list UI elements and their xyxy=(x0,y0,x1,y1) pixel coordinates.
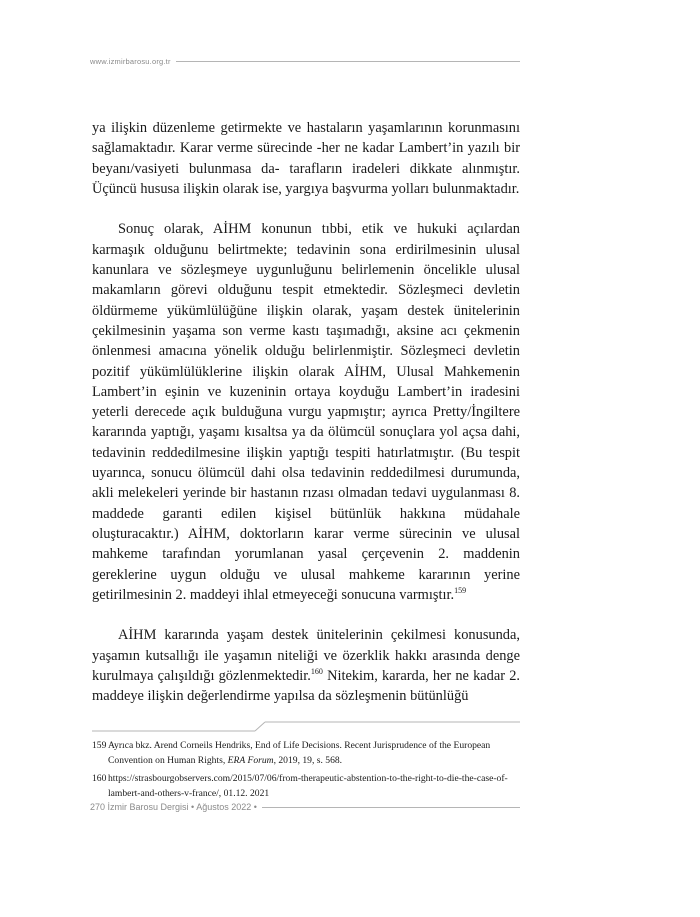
footnote-link[interactable]: https://strasbourgobservers.com/2015/07/06/from-therapeutic-abstention-to-the-right-to-die-the-case-of-lambert-and-others-v-france/, 01.12. 2021 xyxy=(108,773,508,799)
header-url: www.izmirbarosu.org.tr xyxy=(90,56,171,66)
page-header xyxy=(90,54,520,68)
footnote-number: 160 xyxy=(92,773,107,785)
footer-rule xyxy=(262,807,520,808)
footnote-separator xyxy=(92,721,520,733)
footnote-journal: ERA Forum xyxy=(227,754,274,766)
paragraph-1: ya ilişkin düzenleme getirmekte ve hastaların yaşamlarının korunmasını sağlamaktadır. Karar verme sürecinde -her ne kadar Lambert’in yazılı bir beyanı/vasiyeti bulunmasa da- tarafların iradeleri dikkate alınmıştır. Üçüncü hususa ilişkin olarak ise, yargıya başvurma yolları bulunmaktadır. xyxy=(92,120,520,197)
main-text xyxy=(92,118,520,707)
paragraph-2 xyxy=(92,219,520,605)
footnote-ref-160[interactable]: 160 xyxy=(310,667,323,677)
paragraph-3 xyxy=(92,625,520,706)
footnote-text xyxy=(108,739,520,768)
paragraph-gap xyxy=(92,199,520,219)
footnote-ref-159[interactable]: 159 xyxy=(454,586,467,596)
footnote-text-after: , 2019, 19, s. 568. xyxy=(273,754,343,766)
paragraph-3-text: AİHM kararında yaşam destek ünitelerinin çekilmesi konusunda, yaşamın kutsallığı ile yaşamın niteliği ve özerklik hakkı arasında denge kurulmaya çalışıldığı gözlenmektedir. xyxy=(92,627,520,685)
header-rule xyxy=(176,61,520,62)
footnote-text-before: Ayrıca bkz. Arend Corneils Hendriks, End of Life Decisions. Recent Jurisprudence of the European Convention on Human Rights, xyxy=(108,740,491,766)
footnote-160 xyxy=(92,772,520,801)
paragraph-2-text: Sonuç olarak, AİHM konunun tıbbi, etik ve hukuki açılardan karmaşık olduğunu belirtmekte; tedavinin sona erdirilmesinin ulusal kanunlara ve sözleşmeye uygunluğunu belirlemenin öncelikle ulusal makamların görevi olduğunu tespit etmektedir. Sözleşmeci devletin öldürmeme yükümlülüğüne ilişkin olarak, yaşam destek ünitelerinin çekilmesinin yaşama son verme kastı taşımadığı, aksine acı çekmenin önlenmesi amacına yönelik olduğu belirlenmiştir. Sözleşmeci devletin pozitif yükümlülüklerine ilişkin olarak AİHM, Ulusal Mahkemenin Lambert’in eşinin ve kuzeninin ortaya koyduğu Lambert’in iradesini yeterli derecede açık bulduğuna vurgu yapmıştır; ayrıca Pretty/İngiltere kararında yaptığı, yaşamı kısaltsa ya da ölümcül sonuçlara yol açsa dahi, tedavinin reddedilmesine ilişkin yaptığı tespiti hatırlatmıştır. (Bu tespit uyarınca, sonucu ölümcül dahi olsa tedavinin reddedilmesi durumunda, akli melekeleri yerinde bir hastanın rızası olmadan tedavi uygulanması 8. maddede garanti edilen kişisel bütünlük hakkına müdahale oluşturacaktır.) AİHM, doktorların karar verme sürecinin ve ulusal mahkeme tarafından yorumlanan yasal çerçevenin 2. maddenin gereklerine uygun olduğu ve ulusal mahkeme kararının yerine getirilmesinin 2. maddeyi ihlal etmeyeceği sonucuna varmıştır. xyxy=(92,221,520,603)
paragraph-gap xyxy=(92,605,520,625)
paragraph-3-continuation: Nitekim, kararda, her ne kadar 2. maddeye ilişkin değerlendirme yapılsa da sözleşmenin bütünlüğü xyxy=(92,668,520,705)
footer-text: 270 İzmir Barosu Dergisi • Ağustos 2022 • xyxy=(90,802,257,812)
page-footer xyxy=(90,800,520,814)
footnotes xyxy=(92,739,520,805)
footnote-159 xyxy=(92,739,520,768)
footnote-number: 159 xyxy=(92,740,107,751)
